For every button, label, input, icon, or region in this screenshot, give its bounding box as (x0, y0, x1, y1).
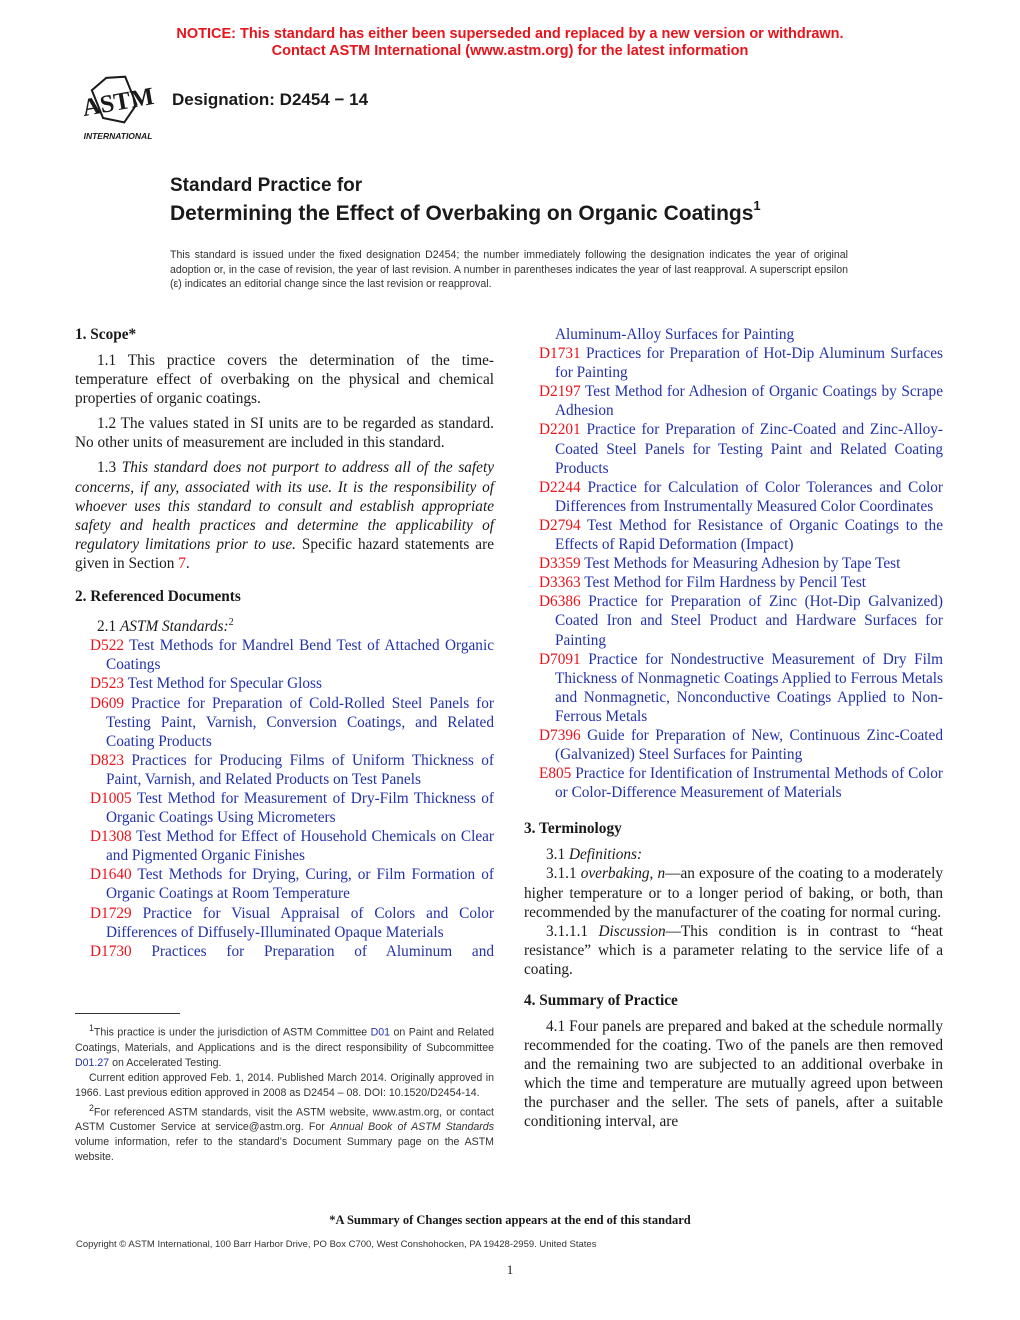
reference-title-link[interactable]: Test Method for Effect of Household Chemicals on Clear and Pigmented Organic Finishes (106, 828, 494, 865)
reference-title-link[interactable]: Test Methods for Measuring Adhesion by Tape Test (584, 555, 901, 573)
reference-item (75, 865, 494, 903)
footnote-1 (75, 1021, 494, 1071)
reference-title-link[interactable]: Test Methods for Drying, Curing, or Film Formation of Organic Coatings at Room Temperature (106, 866, 494, 903)
footnote-1-edition: Current edition approved Feb. 1, 2014. Published March 2014. Originally approved in 1966. Last previous edition approved in 2008 as D2454 – 08. DOI: 10.1520/D2454-14. (75, 1071, 494, 1099)
definitions-label (524, 845, 943, 864)
copyright: Copyright © ASTM International, 100 Barr Harbor Drive, PO Box C700, West Conshohocken, PA 19428-2959. United States (76, 1239, 597, 1250)
logo-text: ASTM (80, 82, 156, 123)
reference-item (75, 751, 494, 789)
reference-title-link[interactable]: Practice for Preparation of Cold-Rolled Steel Panels for Testing Paint, Varnish, Conversion Coatings, and Related Coating Products (106, 694, 494, 750)
scope-1-3-num: 1.3 (97, 459, 117, 477)
reference-code-link[interactable]: D522 (90, 637, 124, 655)
footnote-1-text-a: This practice is under the jurisdiction of ASTM Committee (93, 1026, 368, 1039)
discussion-text: —This condition is in contrast to “heat resistance” which is a parameter relating to the service life of a coating. (524, 922, 943, 978)
refdocs-heading: 2. Referenced Documents (75, 588, 241, 606)
reference-item (524, 382, 943, 420)
reference-code-link[interactable]: D2201 (539, 421, 581, 439)
reference-continuation (524, 325, 943, 344)
reference-code-link[interactable]: D7396 (539, 726, 581, 744)
page-title (170, 200, 761, 226)
discussion-label: Discussion (598, 922, 666, 940)
scope-1-1: 1.1 This practice covers the determination of the time-temperature effect of overbaking on the physical and chemical properties of organic coatings. (75, 352, 494, 408)
reference-item (75, 674, 494, 693)
reference-code-link[interactable]: E805 (539, 765, 572, 783)
astm-standards-mark: 2 (228, 617, 234, 629)
reference-title-link[interactable]: Practices for Preparation of Aluminum and (151, 942, 495, 960)
title-line-1: Standard Practice for (170, 175, 363, 196)
reference-item (75, 904, 494, 942)
subcommittee-d01-27-link[interactable]: D01.27 (75, 1056, 110, 1069)
reference-code-link[interactable]: D7091 (539, 650, 581, 668)
discussion-num: 3.1.1.1 (546, 922, 589, 940)
reference-title-link[interactable]: Practice for Preparation of Zinc-Coated and Zinc-Alloy-Coated Steel Panels for Testing Paint and Related Coating Products (555, 421, 943, 477)
title-line-2: Determining the Effect of Overbaking on Organic Coatings (170, 202, 754, 225)
footnote-2-italic: Annual Book of ASTM Standards (329, 1121, 494, 1134)
scope-1-2: 1.2 The values stated in SI units are to be regarded as standard. No other units of measurement are included in this standard. (75, 415, 494, 452)
reference-title-link[interactable]: Aluminum-Alloy Surfaces for Painting (555, 326, 795, 343)
footnote-divider (75, 1013, 180, 1014)
reference-item (75, 942, 494, 961)
reference-title-link[interactable]: Practice for Identification of Instrumental Methods of Color or Color-Difference Measurement of Materials (555, 765, 944, 802)
footnote-2-text-b: volume information, refer to the standard’s Document Summary page on the ASTM website. (75, 1136, 494, 1164)
scope-1-3-italic: This standard does not purport to address all of the safety concerns, if any, associated with its use. It is the responsibility of whoever uses this standard to consult and establish appropriate safety and health practices and determine the applicability of regulatory limitations prior to use. (75, 459, 494, 553)
reference-title-link[interactable]: Practices for Preparation of Hot-Dip Aluminum Surfaces for Painting (555, 345, 943, 382)
reference-code-link[interactable]: D523 (90, 675, 124, 693)
astm-logo (76, 72, 162, 144)
left-column (75, 325, 494, 961)
scope-1-3-end: . (185, 554, 190, 572)
notice-line-2: Contact ASTM International (www.astm.org) for the latest information (271, 43, 749, 59)
designation: Designation: D2454 − 14 (172, 90, 369, 109)
reference-item (524, 650, 943, 726)
definition-overbaking (524, 864, 943, 921)
reference-title-link[interactable]: Test Method for Adhesion of Organic Coatings by Scrape Adhesion (555, 383, 943, 420)
notice-banner (0, 26, 1020, 60)
scope-heading: 1. Scope* (75, 326, 137, 343)
astm-standards-text: ASTM Standards: (119, 618, 229, 636)
astm-standards-label (75, 613, 494, 636)
reference-code-link[interactable]: D1731 (539, 345, 581, 363)
page-number: 1 (506, 1262, 514, 1277)
reference-title-link[interactable]: Practice for Visual Appraisal of Colors and Color Differences of Diffusely-Illuminated Opaque Materials (106, 904, 495, 941)
reference-code-link[interactable]: D609 (90, 694, 124, 712)
definitions-num: 3.1 (546, 846, 566, 864)
logo-subtext: INTERNATIONAL (83, 131, 153, 141)
reference-code-link[interactable]: D3359 (539, 555, 581, 573)
definition-text: —an exposure of the coating to a moderately higher temperature or to a longer period of baking, or both, than recommended by the manufacturer of the coating for normal curing. (524, 865, 943, 921)
summary-heading: 4. Summary of Practice (524, 992, 678, 1009)
scope-1-3 (75, 458, 494, 573)
reference-item (524, 554, 943, 573)
reference-item (524, 344, 943, 382)
section-7-link[interactable]: 7 (178, 554, 186, 572)
reference-title-link[interactable]: Guide for Preparation of New, Continuous Zinc-Coated (Galvanized) Steel Surfaces for Painting (555, 726, 943, 764)
title-footnote-mark: 1 (753, 198, 761, 213)
reference-item (75, 827, 494, 865)
footnote-2-text-a: For referenced ASTM standards, visit the ASTM website, www.astm.org, or contact ASTM Customer Service at service@astm.org. For (75, 1106, 494, 1134)
reference-code-link[interactable]: D1640 (90, 866, 132, 884)
reference-title-link[interactable]: Test Method for Specular Gloss (127, 675, 322, 693)
definition-term: overbaking, n (580, 865, 666, 883)
astm-standards-num: 2.1 (97, 618, 117, 636)
intro-paragraph: This standard is issued under the fixed designation D2454; the number immediately following the designation indicates the year of original adoption or, in the case of revision, the year of last revision. A number in parentheses indicates the year of last reapproval. A superscript epsilon (ε) indicates an editorial change since the last revision or reapproval. (170, 249, 848, 290)
reference-item (524, 573, 943, 592)
footnote-2-mark: 2 (89, 1102, 94, 1113)
reference-title-link[interactable]: Practice for Preparation of Zinc (Hot-Dip Galvanized) Coated Iron and Steel Product and Hardware Surfaces for Painting (555, 593, 943, 649)
footnote-1-text-b: on Paint and Related Coatings, Materials, and Applications and is the direct responsibility of Subcommittee (75, 1026, 494, 1054)
reference-title-link[interactable]: Test Method for Resistance of Organic Coatings to the Effects of Rapid Deformation (Impact) (555, 516, 943, 554)
footnote-2 (75, 1101, 494, 1166)
reference-code-link[interactable]: D1308 (90, 828, 132, 846)
definition-num: 3.1.1 (546, 865, 577, 883)
reference-title-link[interactable]: Practice for Nondestructive Measurement of Dry Film Thickness of Nonmagnetic Coatings Applied to Ferrous Metals and Nonmagnetic, Nonconductive Coatings Applied to Non-Ferrous Metals (555, 650, 944, 725)
reference-item (524, 764, 943, 802)
reference-code-link[interactable]: D1729 (90, 904, 132, 922)
reference-title-link[interactable]: Test Methods for Mandrel Bend Test of Attached Organic Coatings (106, 637, 494, 674)
notice-line-1: NOTICE: This standard has either been superseded and replaced by a new version or withdrawn. (176, 26, 844, 42)
footnote-1-text-c: on Accelerated Testing. (112, 1056, 222, 1069)
reference-title-link[interactable]: Practice for Calculation of Color Tolerances and Color Differences from Instrumentally Measured Color Coordinates (555, 478, 943, 515)
reference-code-link[interactable]: D1730 (90, 942, 132, 960)
reference-item (75, 789, 494, 827)
committee-d01-link[interactable]: D01 (370, 1026, 391, 1039)
reference-code-link[interactable]: D3363 (539, 574, 581, 592)
summary-4-1: 4.1 Four panels are prepared and baked at the schedule normally recommended for the coating. Two of the panels are then removed and the remaining two are subjected to an additional overbake in which the time and temperature are mutually agreed upon between the purchaser and the seller. The sets of panels, after a suitable conditioning interval, are (524, 1018, 943, 1131)
reference-item (75, 694, 494, 751)
footnotes (75, 1021, 494, 1165)
definitions-text: Definitions: (568, 846, 643, 864)
right-column (524, 325, 943, 1138)
reference-item (524, 516, 943, 554)
reference-title-link[interactable]: Practices for Producing Films of Uniform Thickness of Paint, Varnish, and Related Products on Test Panels (106, 751, 494, 788)
reference-title-link[interactable]: Test Method for Measurement of Dry-Film Thickness of Organic Coatings Using Micrometers (106, 789, 494, 827)
reference-item (524, 420, 943, 477)
reference-item (524, 726, 943, 764)
reference-code-link[interactable]: D1005 (90, 789, 132, 807)
scope-1-3-tail: Specific hazard statements are given in Section (75, 535, 494, 572)
reference-code-link[interactable]: D6386 (539, 593, 581, 611)
reference-item (75, 636, 494, 674)
reference-code-link[interactable]: D2794 (539, 516, 581, 534)
reference-code-link[interactable]: D823 (90, 751, 124, 769)
reference-item (524, 592, 943, 649)
terminology-heading: 3. Terminology (524, 820, 622, 838)
definition-discussion (524, 922, 943, 979)
reference-title-link[interactable]: Test Method for Film Hardness by Pencil Test (584, 574, 867, 592)
reference-code-link[interactable]: D2197 (539, 383, 581, 401)
footnote-1-mark: 1 (89, 1023, 94, 1033)
reference-code-link[interactable]: D2244 (539, 478, 581, 496)
summary-of-changes-note: *A Summary of Changes section appears at the end of this standard (329, 1213, 691, 1227)
reference-item (524, 478, 943, 516)
